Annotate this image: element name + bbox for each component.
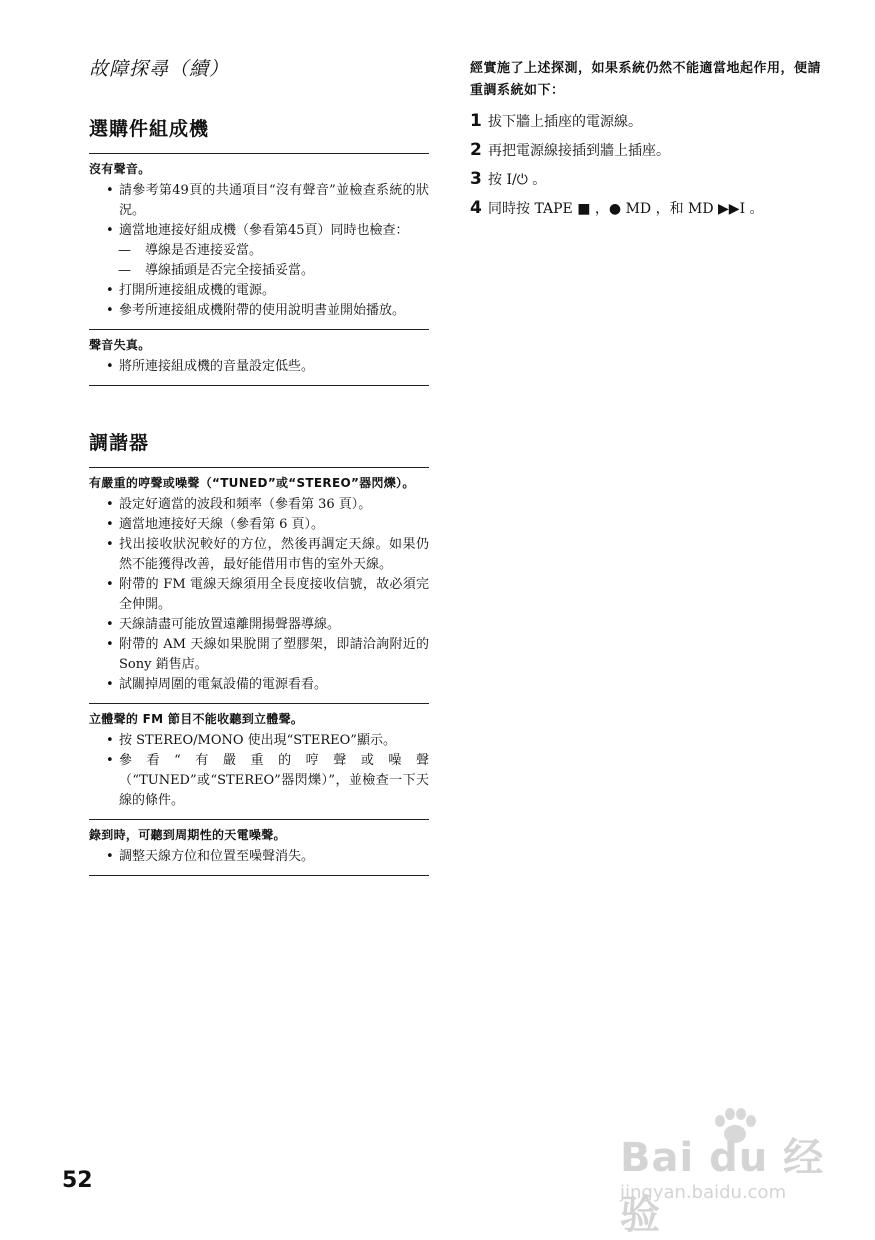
item-text: 打開所連接組成機的電源。 xyxy=(119,283,276,298)
section-title-optional-components: 選購件組成機 xyxy=(89,118,210,140)
problem-block xyxy=(89,703,429,819)
step-number: 4 xyxy=(470,198,482,218)
item-text: 找出接收狀況較好的方位，然後再調定天線。如果仍然不能獲得改善，最好能借用市售的室外天線。 xyxy=(119,537,429,572)
item-text: 導線插頭是否完全接插妥當。 xyxy=(145,263,315,278)
item-text: 試關掉周圍的電氣設備的電源看看。 xyxy=(119,677,328,692)
solution-item xyxy=(89,515,429,535)
sub-item xyxy=(89,241,429,261)
problem-heading: 立體聲的 FM 節目不能收聽到立體聲。 xyxy=(89,712,304,726)
problem-heading: 聲音失真。 xyxy=(89,338,151,352)
item-text: 請參考第49頁的共通項目“沒有聲音”並檢查系統的狀況。 xyxy=(119,183,429,218)
solution-list xyxy=(89,181,429,321)
right-column xyxy=(470,58,830,228)
reset-intro: 經實施了上述探測，如果系統仍然不能適當地起作用，便請重調系統如下： xyxy=(470,61,822,98)
page-number: 52 xyxy=(62,1168,93,1193)
page-header-title: 故障探尋（續） xyxy=(89,58,230,80)
solution-item xyxy=(89,575,429,615)
step-number: 1 xyxy=(470,111,482,131)
solution-item xyxy=(89,281,429,301)
watermark xyxy=(620,1108,830,1238)
problem-block xyxy=(89,819,429,876)
problem-block xyxy=(89,329,429,386)
item-text: 天線請盡可能放置遠離開揚聲器導線。 xyxy=(119,617,341,632)
item-text: 導線是否連接妥當。 xyxy=(145,243,263,258)
item-text: 將所連接組成機的音量設定低些。 xyxy=(119,359,315,374)
solution-item xyxy=(89,301,429,321)
section-optional-components xyxy=(89,153,429,386)
step-text: 拔下牆上插座的電源線。 xyxy=(488,114,642,130)
reset-step xyxy=(470,112,830,132)
reset-step xyxy=(470,141,830,161)
solution-item xyxy=(89,731,429,751)
item-text: 按 STEREO/MONO 使出現“STEREO”顯示。 xyxy=(119,733,396,748)
step-text: 按 I/⏻ 。 xyxy=(488,172,547,188)
reset-step xyxy=(470,170,830,190)
step-text: 同時按 TAPE ■ ，● MD ，和 MD ▶▶I 。 xyxy=(488,201,764,217)
step-text: 再把電源線接插到牆上插座。 xyxy=(488,143,670,159)
reset-steps xyxy=(470,112,830,219)
item-text: 調整天線方位和位置至噪聲消失。 xyxy=(119,849,315,864)
solution-item xyxy=(89,535,429,575)
problem-heading: 沒有聲音。 xyxy=(89,162,151,176)
solution-item xyxy=(89,181,429,221)
solution-list xyxy=(89,495,429,695)
solution-list xyxy=(89,847,429,867)
item-text: 適當地連接好天線（參看第 6 頁）。 xyxy=(119,517,325,532)
section-tuner xyxy=(89,467,429,876)
solution-item xyxy=(89,635,429,675)
item-text: 參看“有嚴重的哼聲或噪聲（“TUNED”或“STEREO”器閃爍）”，並檢查一下天線的條件。 xyxy=(119,753,429,808)
watermark-url: jingyan.baidu.com xyxy=(620,1182,787,1203)
step-number: 2 xyxy=(470,140,482,160)
step-number: 3 xyxy=(470,169,482,189)
solution-item xyxy=(89,615,429,635)
solution-item xyxy=(89,675,429,695)
problem-heading: 錄到時，可聽到周期性的天電噪聲。 xyxy=(89,828,286,842)
problem-heading: 有嚴重的哼聲或噪聲（“TUNED”或“STEREO”器閃爍）。 xyxy=(89,476,415,490)
solution-item xyxy=(89,357,429,377)
item-text: 適當地連接好組成機（參看第45頁）同時也檢查： xyxy=(119,223,409,238)
left-column xyxy=(89,114,429,876)
item-text: 附帶的 FM 電線天線須用全長度接收信號，故必須完全伸開。 xyxy=(119,577,429,612)
problem-block xyxy=(89,467,429,703)
solution-list xyxy=(89,731,429,811)
solution-item xyxy=(89,495,429,515)
solution-item xyxy=(89,847,429,867)
solution-list xyxy=(89,357,429,377)
reset-step xyxy=(470,199,830,219)
solution-item xyxy=(89,751,429,811)
sub-item xyxy=(89,261,429,281)
watermark-brand: Bai du 经验 xyxy=(620,1135,825,1238)
item-text: 設定好適當的波段和頻率（參看第 36 頁）。 xyxy=(119,497,372,512)
item-text: 參考所連接組成機附帶的使用說明書並開始播放。 xyxy=(119,303,406,318)
item-text: 附帶的 AM 天線如果脫開了塑膠架，即請洽詢附近的 Sony 銷售店。 xyxy=(119,637,429,672)
solution-item xyxy=(89,221,429,241)
problem-block xyxy=(89,153,429,329)
section-title-tuner: 調諧器 xyxy=(89,432,150,454)
